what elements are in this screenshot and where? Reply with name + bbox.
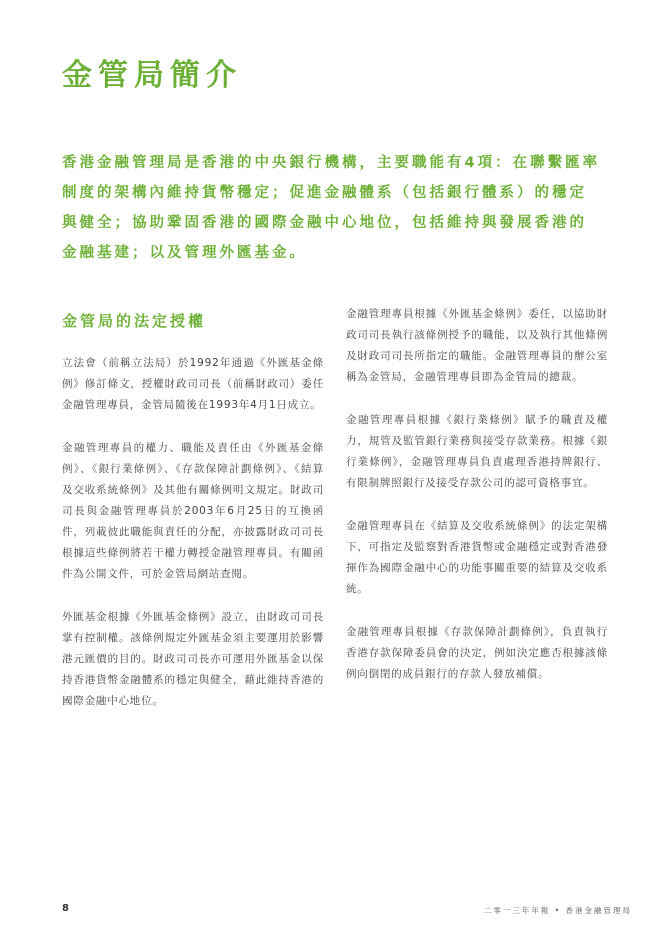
body-paragraph: 金融管理專員根據《存款保障計劃條例》，負責執行香港存款保障委員會的決定，例如決定應否根據該條例向倒閉的成員銀行的存款人發放補償。 xyxy=(346,626,608,680)
body-paragraph: 金融管理專員在《結算及交收系統條例》的法定架構下，可指定及監察對香港貨幣或金融穩定或對香港發揮作為國際金融中心的功能事關重要的結算及交收系統。 xyxy=(346,520,608,595)
page-number: 8 xyxy=(62,903,69,914)
right-column xyxy=(346,304,608,707)
intro-paragraph: 香港金融管理局是香港的中央銀行機構，主要職能有4項：在聯繫匯率制度的架構內維持貨幣穩定；促進金融體系（包括銀行體系）的穩定與健全；協助鞏固香港的國際金融中心地位，包括維持與發展香港的金融基建；以及管理外匯基金。 xyxy=(62,155,601,261)
body-paragraph: 外匯基金根據《外匯基金條例》設立，由財政司司長掌有控制權。該條例規定外匯基金須主要運用於影響港元匯價的目的。財政司司長亦可運用外匯基金以保持香港貨幣金融體系的穩定與健全，藉此維持香港的國際金融中心地位。 xyxy=(62,611,324,707)
page-title: 金管局簡介 xyxy=(62,58,242,93)
body-paragraph: 金融管理專員根據《外匯基金條例》委任，以協助財政司司長執行該條例授予的職能，以及執行其他條例及財政司司長所指定的職能。金融管理專員的辦公室稱為金管局，金融管理專員即為金管局的總裁。 xyxy=(346,308,608,383)
left-column xyxy=(62,304,324,734)
body-paragraph: 金融管理專員的權力、職能及責任由《外匯基金條例》、《銀行業條例》、《存款保障計劃條例》、《結算及交收系統條例》及其他有關條例明文規定。財政司司長與金融管理專員於2003年6月25日的互換函件，列載彼此職能與責任的分配，亦披露財政司司長根據這些條例將若干權力轉授金融管理專員。有關函件為公開文件，可於金管局網站查閱。 xyxy=(62,442,324,580)
section-heading-statutory-mandate: 金管局的法定授權 xyxy=(62,312,207,330)
footer-publication: 二零一三年年報 • 香港金融管理局 xyxy=(483,906,632,915)
body-paragraph: 立法會（前稱立法局）於1992年通過《外匯基金條例》修訂條文，授權財政司司長（前稱財政司）委任金融管理專員，金管局隨後在1993年4月1日成立。 xyxy=(62,357,324,411)
body-paragraph: 金融管理專員根據《銀行業條例》賦予的職責及權力，規管及監管銀行業務與接受存款業務。根據《銀行業條例》，金融管理專員負責處理香港持牌銀行、有限制牌照銀行及接受存款公司的認可資格事宜。 xyxy=(346,414,608,489)
